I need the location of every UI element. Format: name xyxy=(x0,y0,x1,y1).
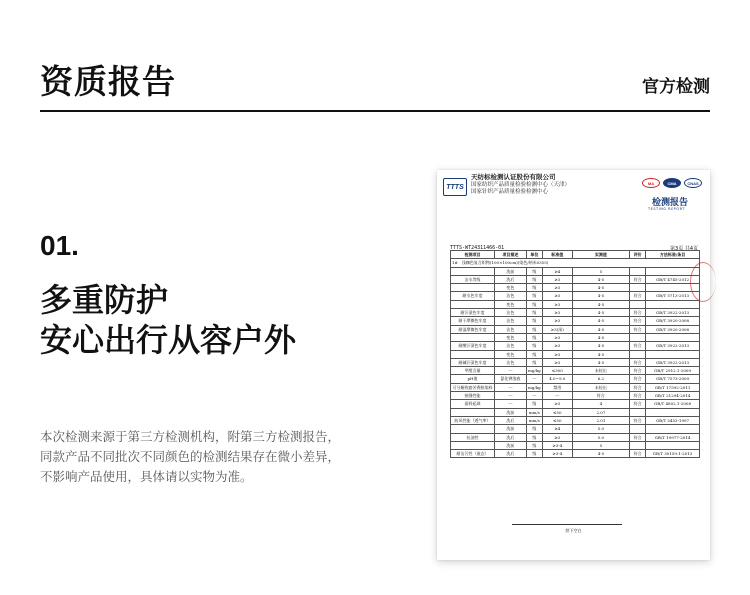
table-cell: 级 xyxy=(526,342,542,350)
table-cell: 沾色 xyxy=(494,342,526,350)
report-org xyxy=(471,174,570,196)
table-cell xyxy=(630,350,646,358)
table-cell: --- xyxy=(494,383,526,391)
table-cell: 洗后 xyxy=(494,275,526,283)
headline-line-1: 多重防护 xyxy=(40,281,169,319)
table-cell: --- xyxy=(494,367,526,375)
table-cell: GB/T 3920-2008 xyxy=(646,317,700,325)
table-cell: ≥3 xyxy=(542,433,572,441)
table-cell: 符合 xyxy=(630,392,646,400)
table-row xyxy=(451,358,700,366)
table-cell: ≥3 xyxy=(542,350,572,358)
table-cell: GB/T 4802.1-2008 xyxy=(646,400,700,408)
table-cell: 变色 xyxy=(494,333,526,341)
table-cell: 可分解致癌芳香胺染料 xyxy=(452,384,493,390)
table-cell: mg/kg xyxy=(528,368,541,374)
table-cell: 洗前 xyxy=(494,267,526,275)
table-cell: 符合 xyxy=(630,367,646,375)
table-cell: --- xyxy=(542,392,572,400)
table-cell: --- xyxy=(494,400,526,408)
table-cell: 级 xyxy=(526,358,542,366)
column-header: 标准值 xyxy=(542,251,572,259)
table-cell: 4-5 xyxy=(572,450,629,458)
table-cell: 耐水色牢度 xyxy=(451,292,495,300)
table-cell: 4-5 xyxy=(572,309,629,317)
desc-line-1: 本次检测来源于第三方检测机构，附第三方检测报告， xyxy=(40,429,341,444)
table-cell: 4-5 xyxy=(572,284,629,292)
table-cell: ≥3 xyxy=(542,300,572,308)
table-row xyxy=(451,425,700,433)
section-headline xyxy=(40,280,296,360)
table-cell: 耐干摩擦色牢度 xyxy=(451,317,495,325)
column-header: 评价 xyxy=(630,251,646,259)
column-header: 检测项目 xyxy=(451,251,495,259)
table-cell: 2.01 xyxy=(572,416,629,424)
table-cell: 沾色 xyxy=(494,309,526,317)
table-cell: ≥3 xyxy=(542,284,572,292)
table-cell xyxy=(646,300,700,308)
table-cell: 沾色 xyxy=(494,292,526,300)
ttts-logo: TTTS xyxy=(443,178,467,196)
table-cell: 符合 xyxy=(630,292,646,300)
red-seal-stamp xyxy=(690,262,716,302)
table-cell: 4-5 xyxy=(572,325,629,333)
table-cell: 未检出 xyxy=(572,367,629,375)
table-cell xyxy=(646,441,700,449)
table-cell: 级 xyxy=(526,425,542,433)
table-cell: 符合 xyxy=(630,309,646,317)
table-header-row xyxy=(451,251,700,259)
table-cell: --- xyxy=(494,392,526,400)
table-cell: 级 xyxy=(526,400,542,408)
headline-line-2: 安心出行从容户外 xyxy=(40,321,297,359)
table-cell: 洗后 xyxy=(494,450,526,458)
table-cell: ≥3 xyxy=(542,309,572,317)
table-row xyxy=(451,275,700,283)
table-cell: --- xyxy=(526,392,542,400)
table-cell: 变色 xyxy=(494,300,526,308)
table-cell: GB/T 3922-2013 xyxy=(646,358,700,366)
table-cell xyxy=(646,350,700,358)
table-cell: 4-5 xyxy=(572,333,629,341)
test-report-image xyxy=(437,170,710,560)
table-cell: 沾色 xyxy=(494,325,526,333)
table-cell: 符合 xyxy=(630,383,646,391)
table-row xyxy=(451,416,700,424)
table-cell: 符合 xyxy=(630,416,646,424)
table-row xyxy=(451,400,700,408)
table-cell: mg/kg xyxy=(528,384,541,390)
table-cell: GB/T 5453-1997 xyxy=(646,416,700,424)
table-cell xyxy=(630,333,646,341)
table-cell: 抗油性 xyxy=(451,433,495,441)
table-cell: 级 xyxy=(526,267,542,275)
table-row xyxy=(451,317,700,325)
section-description xyxy=(40,427,340,487)
table-row xyxy=(451,350,700,358)
table-cell: 4-5 xyxy=(572,275,629,283)
table-cell xyxy=(630,267,646,275)
column-header: 实测值 xyxy=(572,251,629,259)
table-row xyxy=(451,309,700,317)
table-row xyxy=(451,300,700,308)
table-row xyxy=(451,441,700,449)
table-row xyxy=(451,267,700,275)
table-cell: 级 xyxy=(526,309,542,317)
table-cell: 耐碱汗渍色牢度 xyxy=(451,358,495,366)
table-cell xyxy=(451,333,495,341)
table-cell: 级 xyxy=(526,275,542,283)
column-header: 方法标准/条目 xyxy=(646,251,700,259)
report-subtitle: TESTING REPORT xyxy=(647,207,685,211)
table-cell xyxy=(451,300,495,308)
cma-badge-icon: CMA xyxy=(663,178,681,188)
table-cell: 符合 xyxy=(630,375,646,383)
table-cell: GB/T 4745-2012 xyxy=(646,275,700,283)
table-cell: GB/T 5713-2013 xyxy=(646,292,700,300)
table-row xyxy=(451,292,700,300)
table-cell: 符合 xyxy=(630,317,646,325)
table-cell: 耐酸汗渍色牢度 xyxy=(451,342,495,350)
table-cell xyxy=(451,267,495,275)
table-cell: GB/T 7573-2009 xyxy=(646,375,700,383)
org-name: 天纺标检测认证股份有限公司 xyxy=(471,173,556,181)
table-cell xyxy=(630,408,646,416)
table-cell: 耐汗渍色牢度 xyxy=(451,309,495,317)
table-cell: 4-5 xyxy=(572,358,629,366)
table-row xyxy=(451,325,700,333)
table-cell xyxy=(630,300,646,308)
footer-divider xyxy=(512,524,622,525)
table-cell: ≥3 xyxy=(542,333,572,341)
table-cell: 氯化钾溶液 xyxy=(494,375,526,383)
table-cell: 4-5 xyxy=(572,300,629,308)
table-cell: ≥3-4 xyxy=(542,450,572,458)
table-row xyxy=(451,342,700,350)
table-cell xyxy=(451,425,495,433)
table-cell: ≥4 xyxy=(542,267,572,275)
report-number: TTTS-WT24311466-01 xyxy=(450,245,505,251)
table-cell xyxy=(630,425,646,433)
table-cell: 4 xyxy=(572,400,629,408)
table-cell: 禁用 xyxy=(542,383,572,391)
table-cell: ≥3 xyxy=(542,400,572,408)
cnas-badge-icon: CNAS xyxy=(684,178,702,188)
table-cell: 4-5 xyxy=(572,292,629,300)
table-cell xyxy=(630,441,646,449)
org-line-3: 国家针织产品质量检验检测中心 xyxy=(471,189,549,195)
table-cell: pH值 xyxy=(451,375,495,383)
table-cell: 6.2 xyxy=(572,375,629,383)
org-line-2: 国家纺织产品质量检验检测中心（天津） xyxy=(471,182,571,188)
cert-badges xyxy=(642,178,702,188)
table-cell: 符合 xyxy=(630,400,646,408)
table-cell: ≥3 xyxy=(542,275,572,283)
table-row xyxy=(451,375,700,383)
table-cell: 符合 xyxy=(630,433,646,441)
table-cell: 4.0~9.0 xyxy=(542,375,572,383)
table-cell: 级 xyxy=(526,325,542,333)
table-cell: ≥3 xyxy=(542,292,572,300)
table-cell: 5.0 xyxy=(572,433,629,441)
column-header: 单位 xyxy=(526,251,542,259)
table-cell: 耐沾污性（液态） xyxy=(451,450,495,458)
table-row xyxy=(451,450,700,458)
table-cell: GB/T 3922-2013 xyxy=(646,342,700,350)
table-cell: 洗前 xyxy=(494,425,526,433)
table-cell: 5 xyxy=(572,441,629,449)
table-cell: 洗后 xyxy=(494,433,526,441)
ma-badge-icon: MA xyxy=(642,178,660,188)
table-row xyxy=(451,284,700,292)
table-row xyxy=(451,367,700,375)
table-row xyxy=(451,383,700,391)
table-cell: 级 xyxy=(526,350,542,358)
table-cell xyxy=(646,408,700,416)
table-cell xyxy=(451,408,495,416)
table-cell: 级 xyxy=(526,292,542,300)
table-cell: GB/T 17592-2011 xyxy=(646,383,700,391)
table-cell: 面料起球 xyxy=(451,400,495,408)
table-cell: 级 xyxy=(526,317,542,325)
table-cell xyxy=(630,284,646,292)
table-cell: 耐湿摩擦色牢度 xyxy=(451,325,495,333)
table-cell: GB/T 2912.1-2009 xyxy=(646,367,700,375)
table-section-row xyxy=(451,259,700,267)
table-cell: ≥3-4 xyxy=(542,441,572,449)
table-cell: GB/T 3920-2008 xyxy=(646,325,700,333)
table-cell xyxy=(451,441,495,449)
table-cell: 沾水等级 xyxy=(451,275,495,283)
table-cell: 级 xyxy=(526,450,542,458)
table-cell: 2.07 xyxy=(572,408,629,416)
table-row xyxy=(451,392,700,400)
table-cell xyxy=(646,425,700,433)
table-cell: ≤50 xyxy=(542,408,572,416)
table-row xyxy=(451,433,700,441)
table-cell: 4-5 xyxy=(572,350,629,358)
table-cell: 符合 xyxy=(630,325,646,333)
table-cell: GB/T 21294-2014 xyxy=(646,392,700,400)
report-page-number: 第3页 共4页 xyxy=(670,246,698,252)
desc-line-3: 不影响产品使用，具体请以实物为准。 xyxy=(40,469,253,484)
table-cell: 洗前 xyxy=(494,441,526,449)
table-cell: ≥3(深) xyxy=(542,325,572,333)
table-cell: GB/T 30159.1-2013 xyxy=(646,450,700,458)
table-cell: 洗前 xyxy=(494,408,526,416)
table-cell: ≥3 xyxy=(542,342,572,350)
table-cell: 符合 xyxy=(630,358,646,366)
table-cell: 5 xyxy=(572,267,629,275)
table-cell: 防风性能（透气率） xyxy=(451,416,495,424)
table-cell: 符合 xyxy=(630,342,646,350)
table-cell: mm/s xyxy=(526,408,542,416)
header-right-label: 官方检测 xyxy=(642,77,710,97)
table-cell: 未检出 xyxy=(572,383,629,391)
section-number: 01. xyxy=(40,230,79,261)
table-cell xyxy=(646,333,700,341)
table-cell: GB/T 3922-2013 xyxy=(646,309,700,317)
table-cell: 变色 xyxy=(494,284,526,292)
table-cell xyxy=(451,284,495,292)
table-cell: ≤300 xyxy=(542,367,572,375)
table-cell: 洗后 xyxy=(494,416,526,424)
header-divider xyxy=(40,110,710,112)
table-cell: ≥3 xyxy=(542,317,572,325)
table-cell: GB/T 19977-2014 xyxy=(646,433,700,441)
table-cell: 符合 xyxy=(630,450,646,458)
table-cell xyxy=(451,350,495,358)
desc-line-2: 同款产品不同批次不同颜色的检测结果存在微小差异， xyxy=(40,449,341,464)
table-cell: 4-5 xyxy=(572,342,629,350)
table-cell: 级 xyxy=(526,433,542,441)
report-title: 检测报告 xyxy=(651,198,688,208)
table-cell: 级 xyxy=(526,441,542,449)
table-cell: 4-5 xyxy=(572,317,629,325)
table-cell: 5.0 xyxy=(572,425,629,433)
table-cell: 接缝性能 xyxy=(451,392,495,400)
table-cell: 符合 xyxy=(630,275,646,283)
table-cell: mm/s xyxy=(526,416,542,424)
table-row xyxy=(451,408,700,416)
table-cell: 沾色 xyxy=(494,317,526,325)
table-row xyxy=(451,333,700,341)
table-cell: 级 xyxy=(526,300,542,308)
page-title: 资质报告 xyxy=(40,62,176,101)
table-cell: 沾色 xyxy=(494,358,526,366)
table-cell: 级 xyxy=(526,333,542,341)
report-footer: 续下空白 xyxy=(565,528,582,533)
table-cell: ≤50 xyxy=(542,416,572,424)
table-cell: 变色 xyxy=(494,350,526,358)
table-cell: ≥4 xyxy=(542,425,572,433)
table-cell: ≥3 xyxy=(542,358,572,366)
report-table xyxy=(450,250,700,458)
table-cell: 甲醛含量 xyxy=(451,367,495,375)
column-header: 项目描述 xyxy=(494,251,526,259)
table-cell: 级 xyxy=(526,284,542,292)
table-cell: 符合 xyxy=(572,392,629,400)
section-label: 1# 浅咖色复合织物(100×100cm)(染色/纳米0355) xyxy=(451,259,700,267)
table-cell: --- xyxy=(526,375,542,383)
